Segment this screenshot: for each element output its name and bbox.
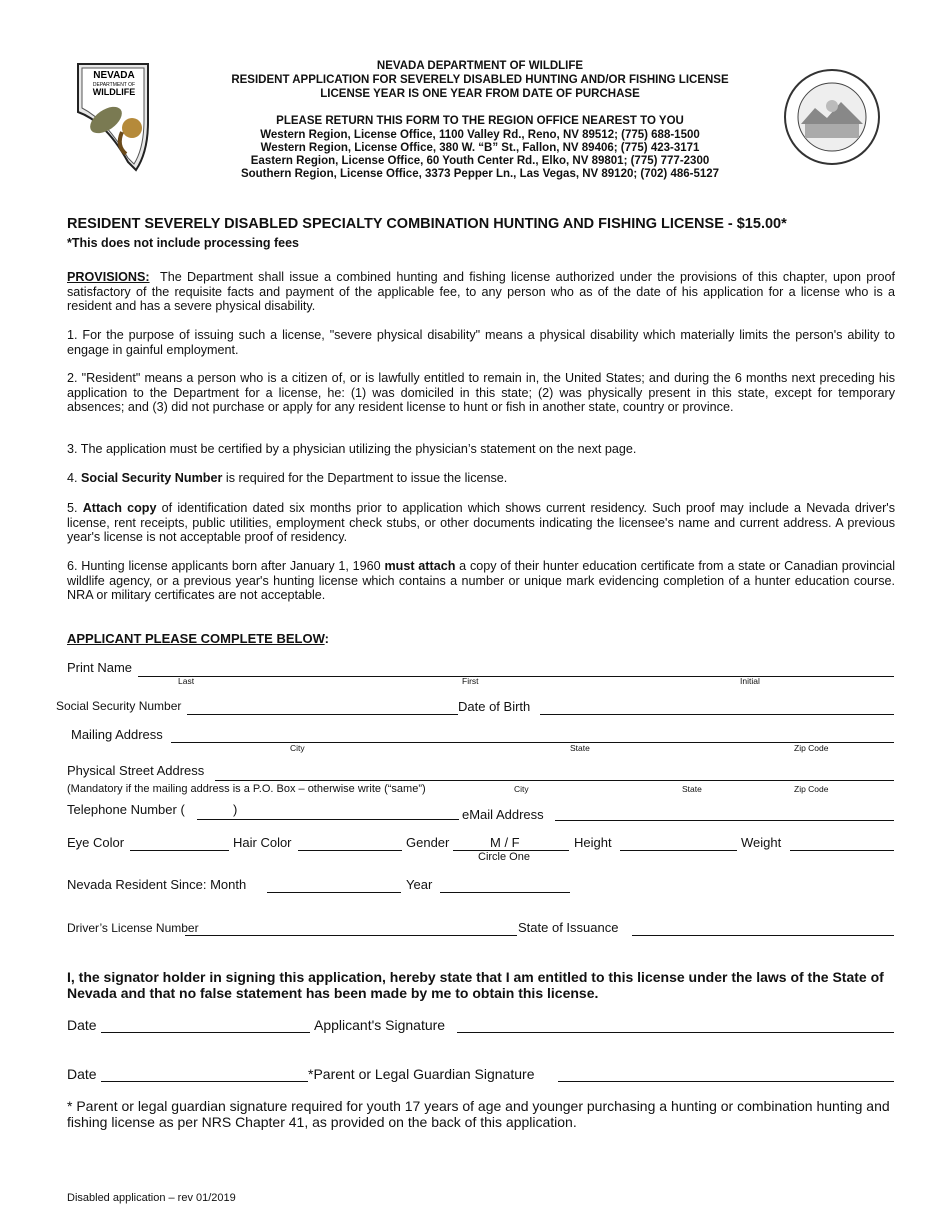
drivers-license-label: Driver’s License Number — [67, 921, 199, 935]
guardian-signature-label: *Parent or Legal Guardian Signature — [308, 1066, 535, 1082]
mailing-address-label: Mailing Address — [71, 727, 163, 742]
office-reno: Western Region, License Office, 1100 Valley Rd., Reno, NV 89512; (775) 688-1500 — [260, 129, 700, 141]
guardian-signature-field[interactable] — [558, 1081, 894, 1082]
resident-month-field[interactable] — [267, 892, 401, 893]
weight-label: Weight — [741, 835, 782, 850]
ssn-field[interactable] — [187, 714, 458, 715]
eye-color-label: Eye Color — [67, 835, 125, 850]
gender-options[interactable]: M / F — [490, 835, 520, 850]
nevada-state-seal — [783, 68, 881, 166]
drivers-license-field[interactable] — [185, 935, 517, 936]
date-field-2[interactable] — [101, 1081, 308, 1082]
applicant-signature-field[interactable] — [457, 1032, 894, 1033]
mailing-state-caption: State — [570, 743, 590, 753]
email-field[interactable] — [555, 820, 894, 821]
resident-year-label: Year — [406, 877, 433, 892]
provision-item-1: 1. For the purpose of issuing such a license, "severe physical disability" means a physical disability which materially limits the person's ability to engage in gainful employment. — [67, 328, 895, 357]
license-subtitle: *This does not include processing fees — [67, 236, 299, 250]
physical-city-caption: City — [514, 784, 529, 794]
guardian-note: * Parent or legal guardian signature required for youth 17 years of age and younger purchasing a hunting or combination hunting and fishing license as per NRS Chapter 41, as provided on the back of this application. — [67, 1098, 890, 1130]
office-elko: Eastern Region, License Office, 60 Youth Center Rd., Elko, NV 89801; (775) 777-2300 — [250, 155, 710, 167]
gender-label: Gender — [406, 835, 450, 850]
print-name-label: Print Name — [67, 660, 133, 675]
hair-color-field[interactable] — [298, 850, 402, 851]
initial-caption: Initial — [740, 676, 760, 686]
provisions-intro — [67, 270, 895, 314]
telephone-paren-close: ) — [233, 802, 238, 817]
resident-since-label: Nevada Resident Since: Month — [67, 877, 247, 892]
provision-item-3: 3. The application must be certified by a physician utilizing the physician’s statement on the next page. — [67, 442, 637, 456]
weight-field[interactable] — [790, 850, 894, 851]
height-label: Height — [574, 835, 612, 850]
provision-item-6-bold: must attach — [384, 559, 456, 573]
physical-zip-caption: Zip Code — [794, 784, 829, 794]
provision-item-5-bold: Attach copy — [82, 501, 157, 515]
provision-item-5-text: of identification dated six months prior to application which shows current residency. Such proof may include a Nevada driver's license, rent receipts, public utilities, employment check stubs, or other documents indicating the licensee's name and current address. A previous year's license is not acceptable proof of residency. — [67, 501, 896, 544]
applicant-heading-text: APPLICANT PLEASE COMPLETE BELOW — [67, 631, 325, 646]
mailing-zip-caption: Zip Code — [794, 743, 829, 753]
provision-item-6-text: a copy of their hunter education certificate from a state or Canadian provincial wildlife agency, or a previous year's hunting license which contains a number or unique mark evidencing completion of a hunter education course. NRA or military certificates are not acceptable. — [67, 559, 895, 602]
logo-text-nevada: NEVADA — [93, 70, 135, 81]
provisions-intro-text: The Department shall issue a combined hunting and fishing license authorized under the provisions of this chapter, upon proof satisfactory of the requisite facts and payment of the applicable fee, to any person who as of the date of his application for a license who is a resident and has a severe physical disability. — [67, 270, 895, 313]
email-label: eMail Address — [462, 807, 544, 822]
resident-year-field[interactable] — [440, 892, 570, 893]
license-title: RESIDENT SEVERELY DISABLED SPECIALTY COMBINATION HUNTING AND FISHING LICENSE - $15.00* — [67, 216, 787, 232]
provision-item-6 — [67, 559, 895, 603]
provision-item-2: 2. "Resident" means a person who is a citizen of, or is lawfully entitled to remain in, the United States; and during the 6 months next preceding his application to the Department for a license, he: (1) was domiciled in this state; (2) was physically present in this state, except for temporary absences; and (3) did not purchase or apply for any resident license to hunt or fish in another state, country or province. — [67, 371, 895, 414]
applicant-heading — [67, 631, 329, 646]
height-field[interactable] — [620, 850, 737, 851]
print-name-field[interactable] — [138, 676, 894, 677]
mailing-city-caption: City — [290, 743, 305, 753]
eye-color-field[interactable] — [130, 850, 229, 851]
telephone-label: Telephone Number ( — [67, 802, 185, 817]
provision-item-4-prefix: 4. — [67, 471, 82, 485]
footer-revision: Disabled application – rev 01/2019 — [67, 1192, 236, 1204]
dob-field[interactable] — [540, 714, 894, 715]
date-label-2: Date — [67, 1066, 97, 1082]
provision-item-6-prefix: 6. Hunting license applicants born after January 1, 1960 — [67, 559, 385, 573]
provision-item-5-prefix: 5. — [67, 501, 83, 515]
ssn-label: Social Security Number — [56, 699, 182, 713]
date-label-1: Date — [67, 1017, 97, 1033]
provision-item-5 — [67, 501, 895, 545]
state-issuance-field[interactable] — [632, 935, 894, 936]
physical-address-note: (Mandatory if the mailing address is a P.O. Box – otherwise write (“same”) — [67, 783, 426, 795]
state-issuance-label: State of Issuance — [518, 920, 619, 935]
provision-item-4-bold: Social Security Number — [81, 471, 223, 485]
header-license-year: LICENSE YEAR IS ONE YEAR FROM DATE OF PURCHASE — [320, 88, 640, 100]
applicant-heading-colon: : — [324, 631, 329, 646]
header-agency: NEVADA DEPARTMENT OF WILDLIFE — [376, 60, 584, 72]
provision-item-4 — [67, 471, 895, 486]
signature-statement: I, the signator holder in signing this application, hereby state that I am entitled to this license under the laws of the State of Nevada and that no false statement has been made by me to obtain this license. — [67, 969, 884, 1001]
logo-text-department: DEPARTMENT OF — [92, 82, 136, 88]
circle-one-caption: Circle One — [478, 851, 530, 863]
mailing-address-field[interactable] — [171, 742, 894, 743]
header-return-note: PLEASE RETURN THIS FORM TO THE REGION OFFICE NEAREST TO YOU — [276, 115, 684, 127]
dob-label: Date of Birth — [458, 699, 531, 714]
physical-address-label: Physical Street Address — [67, 763, 205, 778]
first-name-caption: First — [462, 676, 479, 686]
header-form-title: RESIDENT APPLICATION FOR SEVERELY DISABLED HUNTING AND/OR FISHING LICENSE — [231, 74, 729, 86]
ndow-logo — [76, 62, 152, 174]
applicant-signature-label: Applicant's Signature — [314, 1017, 446, 1033]
office-fallon: Western Region, License Office, 380 W. “B” St., Fallon, NV 89406; (775) 423-3171 — [260, 142, 700, 154]
physical-address-field[interactable] — [215, 780, 894, 781]
hair-color-label: Hair Color — [233, 835, 292, 850]
provisions-heading: PROVISIONS: — [67, 270, 150, 284]
physical-state-caption: State — [682, 784, 702, 794]
provision-item-4-text: is required for the Department to issue the license. — [222, 471, 508, 485]
last-name-caption: Last — [178, 676, 195, 686]
office-las-vegas: Southern Region, License Office, 3373 Pepper Ln., Las Vegas, NV 89120; (702) 486-5127 — [240, 168, 720, 180]
logo-text-wildlife: WILDLIFE — [92, 87, 136, 97]
telephone-field[interactable] — [197, 819, 459, 820]
date-field-1[interactable] — [101, 1032, 310, 1033]
